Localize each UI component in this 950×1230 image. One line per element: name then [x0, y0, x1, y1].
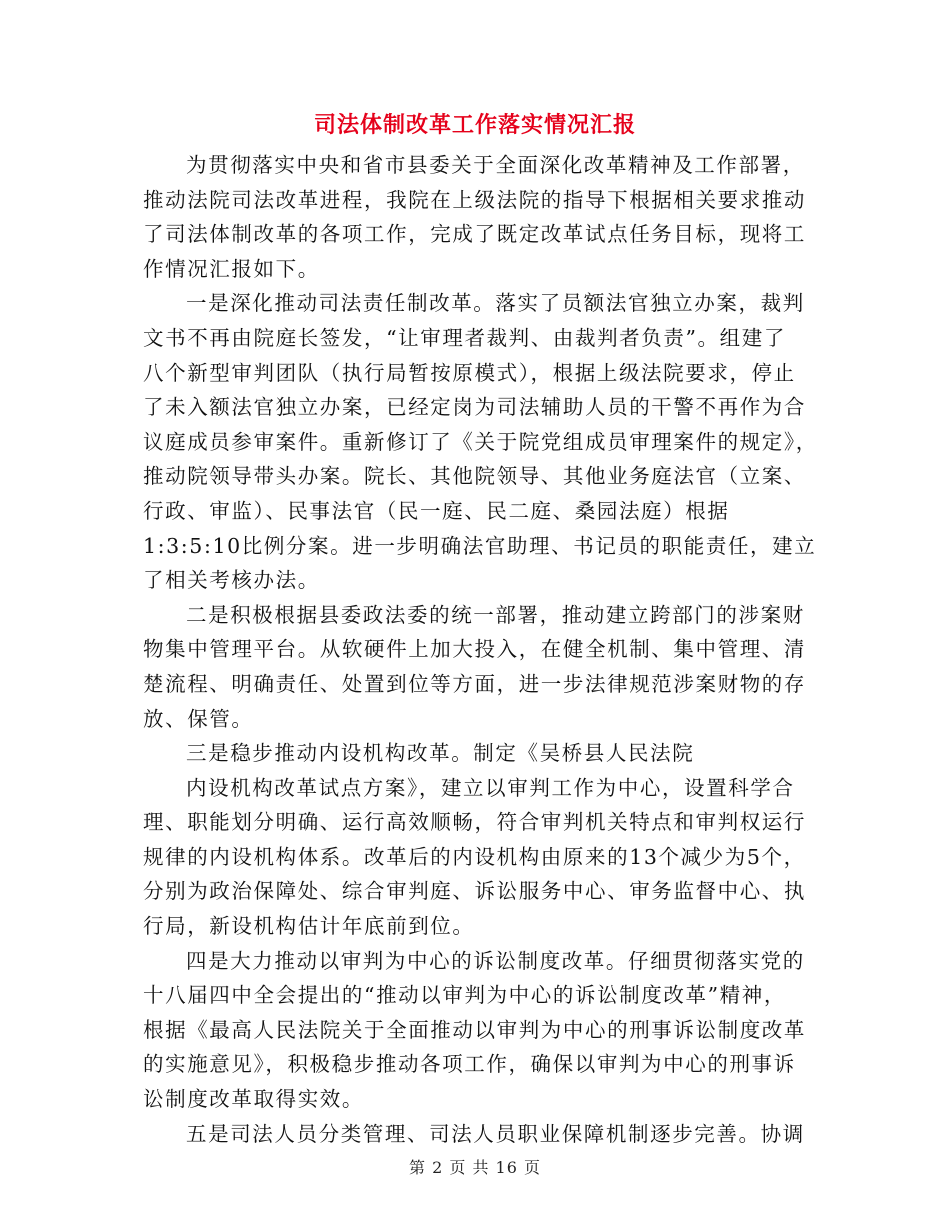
body-line: 为贯彻落实中央和省市县委关于全面深化改革精神及工作部署，: [186, 153, 805, 177]
body-line: 根据《最高人民法院关于全面推动以审判为中心的刑事诉讼制度改革: [143, 1017, 806, 1042]
document-body: [143, 148, 818, 1151]
body-line: 十八届四中全会提出的“推动以审判为中心的诉讼制度改革”精神，: [143, 983, 786, 1008]
body-line: 议庭成员参审案件。重新修订了《关于院党组成员审理案件的规定》，: [143, 429, 818, 454]
body-line: 分别为政治保障处、综合审判庭、诉讼服务中心、审务监督中心、执: [143, 879, 806, 904]
document-title: 司法体制改革工作落实情况汇报: [313, 112, 636, 138]
body-line: 文书不再由院庭长签发，“让审理者裁判、由裁判者负责”。组建了: [143, 325, 786, 350]
body-line: 了司法体制改革的各项工作，完成了既定改革试点任务目标，现将工: [143, 222, 806, 247]
body-line: 作情况汇报如下。: [143, 256, 320, 281]
body-line: 楚流程、明确责任、处置到位等方面，进一步法律规范涉案财物的存: [143, 671, 806, 696]
body-line: 放、保管。: [143, 706, 254, 731]
body-line: 五是司法人员分类管理、司法人员职业保障机制逐步完善。协调: [186, 1121, 805, 1146]
body-line: 物集中管理平台。从软硬件上加大投入，在健全机制、集中管理、清: [143, 637, 806, 662]
body-line: 推动院领导带头办案。院长、其他院领导、其他业务庭法官（立案、: [143, 464, 806, 489]
body-line: 推动法院司法改革进程，我院在上级法院的指导下根据相关要求推动: [143, 187, 806, 212]
body-line: 行政、审监）、民事法官（民一庭、民二庭、桑园法庭）根据: [143, 498, 730, 523]
body-line: 1:3:5:10比例分案。进一步明确法官助理、书记员的职能责任，建立: [143, 533, 817, 558]
body-line: 三是稳步推动内设机构改革。制定《吴桥县人民法院: [186, 741, 695, 766]
body-line: 规律的内设机构体系。改革后的内设机构由原来的13个减少为5个，: [143, 844, 806, 869]
body-line: 内设机构改革试点方案》，建立以审判工作为中心，设置科学合: [186, 775, 795, 800]
body-line: 二是积极根据县委政法委的统一部署，推动建立跨部门的涉案财: [186, 602, 805, 627]
body-line: 行局，新设机构估计年底前到位。: [143, 914, 475, 939]
body-line: 的实施意见》，积极稳步推动各项工作，确保以审判为中心的刑事诉: [143, 1052, 796, 1077]
body-line: 了未入额法官独立办案，已经定岗为司法辅助人员的干警不再作为合: [143, 395, 806, 420]
body-line: 八个新型审判团队（执行局暂按原模式），根据上级法院要求，停止: [143, 360, 796, 385]
body-line: 一是深化推动司法责任制改革。落实了员额法官独立办案，裁判: [186, 291, 805, 316]
body-line: 了相关考核办法。: [143, 568, 320, 593]
body-line: 讼制度改革取得实效。: [143, 1087, 364, 1112]
body-line: 理、职能划分明确、运行高效顺畅，符合审判机关特点和审判权运行: [143, 810, 806, 835]
page-footer: 第 2 页 共 16 页: [409, 1158, 541, 1177]
body-line: 四是大力推动以审判为中心的诉讼制度改革。仔细贯彻落实党的: [186, 948, 805, 973]
